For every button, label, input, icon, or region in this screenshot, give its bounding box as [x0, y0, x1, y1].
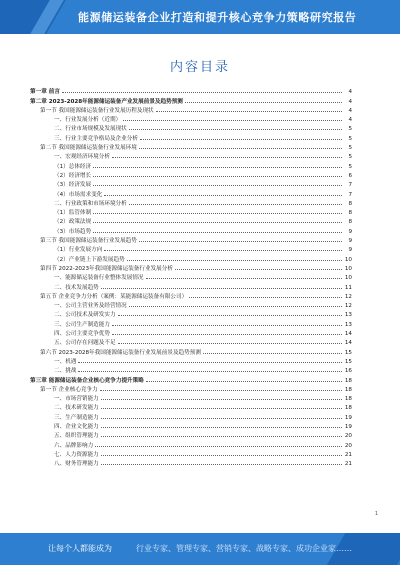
- toc-entry[interactable]: [30, 328, 352, 337]
- toc-leader-dots: [140, 139, 342, 140]
- toc-entry[interactable]: [30, 225, 352, 234]
- toc-entry-label: 一、能源储运装备行业整体发展情况: [54, 275, 144, 282]
- toc-entry-label: 第五节 企业竞争力分析（案例：某能源储运装备有限公司）: [40, 293, 188, 300]
- toc-entry-label: 二、挑战: [54, 368, 77, 375]
- toc-entry-page: 7: [348, 191, 352, 198]
- toc-entry-label: 一、宏观经济环境分析: [54, 154, 110, 161]
- toc-leader-dots: [93, 167, 342, 168]
- toc-entry[interactable]: [30, 449, 352, 458]
- toc-entry[interactable]: [30, 142, 352, 151]
- toc-entry-page: 5: [348, 154, 352, 161]
- footer-roles: 行业专家、管理专家、营销专家、战略专家、成功企业家……: [136, 544, 352, 553]
- toc-entry[interactable]: [30, 309, 352, 318]
- toc-entry-label: 第一节 企业核心竞争力: [40, 386, 98, 393]
- toc-leader-dots: [189, 297, 342, 298]
- toc-entry[interactable]: [30, 170, 352, 179]
- toc-entry[interactable]: [30, 263, 352, 272]
- toc-leader-dots: [78, 362, 342, 363]
- toc-entry-page: 21: [344, 461, 352, 468]
- toc-leader-dots: [101, 464, 342, 465]
- toc-entry-page: 8: [348, 210, 352, 217]
- toc-entry-page: 4: [348, 107, 352, 114]
- toc-entry-page: 5: [348, 126, 352, 133]
- toc-entry[interactable]: [30, 300, 352, 309]
- toc-entry-page: 4: [348, 117, 352, 124]
- footer-slogan: 让每个人都能成为: [48, 544, 112, 553]
- toc-leader-dots: [101, 408, 342, 409]
- toc-entry-page: 16: [344, 368, 352, 375]
- toc-entry[interactable]: [30, 356, 352, 365]
- toc-entry[interactable]: [30, 244, 352, 253]
- toc-entry-label: （4）市场需求变化: [54, 191, 103, 198]
- toc-entry-page: 9: [348, 238, 352, 245]
- toc-entry[interactable]: [30, 318, 352, 327]
- toc-leader-dots: [123, 120, 342, 121]
- toc-entry-label: （2）政策法规: [54, 219, 92, 226]
- toc-entry-page: 21: [344, 451, 352, 458]
- toc-entry[interactable]: [30, 393, 352, 402]
- toc-entry-label: 第三章 能源储运装备企业核心竞争力提升策略: [30, 377, 144, 384]
- toc-entry[interactable]: [30, 207, 352, 216]
- toc-entry-page: 10: [344, 256, 352, 263]
- toc-entry[interactable]: [30, 421, 352, 430]
- toc-leader-dots: [93, 213, 342, 214]
- toc-entry[interactable]: [30, 346, 352, 355]
- toc-entry-label: 三、生产制造能力: [54, 414, 99, 421]
- toc-entry[interactable]: [30, 188, 352, 197]
- toc-entry-label: （3）经济发展: [54, 182, 92, 189]
- toc-entry-page: 8: [348, 200, 352, 207]
- toc-entry-label: 二、公司技术及研发实力: [54, 312, 116, 319]
- toc-entry-page: 5: [348, 163, 352, 170]
- toc-entry-page: 4: [348, 98, 352, 105]
- toc-entry[interactable]: [30, 281, 352, 290]
- toc-entry-page: 4: [348, 89, 352, 96]
- toc-leader-dots: [93, 232, 342, 233]
- toc-entry-page: 18: [344, 386, 352, 393]
- toc-leader-dots: [175, 269, 342, 270]
- toc-entry[interactable]: [30, 179, 352, 188]
- toc-entry-page: 15: [344, 358, 352, 365]
- toc-entry[interactable]: [30, 430, 352, 439]
- toc-entry-page: 14: [344, 340, 352, 347]
- toc-entry[interactable]: [30, 291, 352, 300]
- toc-leader-dots: [129, 306, 342, 307]
- toc-entry-page: 9: [348, 228, 352, 235]
- toc-leader-dots: [101, 399, 342, 400]
- toc-entry-page: 15: [344, 349, 352, 356]
- toc-leader-dots: [93, 176, 342, 177]
- toc-entry-page: 20: [344, 433, 352, 440]
- toc-entry[interactable]: [30, 458, 352, 467]
- toc-entry-page: 8: [348, 219, 352, 226]
- toc-leader-dots: [101, 455, 342, 456]
- toc-leader-dots: [93, 222, 342, 223]
- toc-entry[interactable]: [30, 374, 352, 383]
- toc-entry-label: （2）经济增长: [54, 172, 92, 179]
- toc-entry[interactable]: [30, 402, 352, 411]
- toc-entry-label: 八、财务管理能力: [54, 461, 99, 468]
- toc-entry-page: 9: [348, 247, 352, 254]
- toc-leader-dots: [118, 343, 342, 344]
- toc-entry-label: 第六节 2023-2028年我国能源储运装备行业发展前景及趋势预测: [40, 349, 201, 356]
- toc-entry-label: 五、组织管理能力: [54, 433, 99, 440]
- toc-entry-page: 6: [348, 172, 352, 179]
- toc-entry-page: 19: [344, 423, 352, 430]
- toc-leader-dots: [101, 436, 342, 437]
- toc-leader-dots: [156, 111, 342, 112]
- toc-entry-label: 一、行业发展分析（近期）: [54, 117, 122, 124]
- toc-entry-page: 11: [344, 284, 352, 291]
- toc-entry-label: 二、行业市场规模及发展现状: [54, 126, 127, 133]
- toc-entry[interactable]: [30, 198, 352, 207]
- page-number: 1: [374, 511, 378, 517]
- toc-entry[interactable]: [30, 272, 352, 281]
- toc-entry[interactable]: [30, 86, 352, 95]
- toc-leader-dots: [93, 185, 342, 186]
- toc-leader-dots: [146, 278, 342, 279]
- toc-entry-page: 20: [344, 442, 352, 449]
- toc-entry[interactable]: [30, 216, 352, 225]
- toc-entry-page: 5: [348, 135, 352, 142]
- toc-entry-page: 18: [344, 377, 352, 384]
- toc-leader-dots: [127, 260, 342, 261]
- toc-leader-dots: [78, 371, 342, 372]
- toc-leader-dots: [185, 102, 342, 103]
- toc-leader-dots: [104, 195, 342, 196]
- toc-entry-label: 七、人力资源能力: [54, 451, 99, 458]
- toc-entry-page: 18: [344, 405, 352, 412]
- toc-entry-label: （1）监管体制: [54, 210, 92, 217]
- toc-entry-label: 一、机遇: [54, 358, 77, 365]
- toc-entry-label: （2）产业链上下游发展趋势: [54, 256, 125, 263]
- toc-entry[interactable]: [30, 105, 352, 114]
- toc-entry-label: 一、公司主营业务及经营情况: [54, 303, 127, 310]
- toc-heading: 内容目录: [169, 60, 230, 75]
- toc-leader-dots: [112, 325, 342, 326]
- toc-entry[interactable]: [30, 411, 352, 420]
- report-title: 能源储运装备企业打造和提升核心竞争力策略研究报告: [78, 11, 357, 24]
- toc-entry-page: 12: [344, 303, 352, 310]
- toc-leader-dots: [139, 148, 342, 149]
- toc-entry[interactable]: [30, 160, 352, 169]
- toc-entry[interactable]: [30, 132, 352, 141]
- toc-entry[interactable]: [30, 253, 352, 262]
- toc-leader-dots: [112, 157, 342, 158]
- toc-entry-label: 第二节 我国能源储运装备行业发展环境: [40, 145, 137, 152]
- toc-entry-label: 六、品牌影响力: [54, 442, 94, 449]
- toc-entry-label: 五、公司存在问题及不足: [54, 340, 116, 347]
- toc-entry-page: 12: [344, 293, 352, 300]
- toc-entry[interactable]: [30, 337, 352, 346]
- toc-entry-label: 二、行业政策和市场环境分析: [54, 200, 127, 207]
- toc-entry-label: 第四节 2022-2023年我国能源储运装备行业发展分析: [40, 265, 173, 272]
- toc-entry-label: 第二章 2023-2028年能源储运装备产业发展前景及趋势预测: [30, 98, 183, 105]
- toc-entry-label: 四、公司主要竞争优势: [54, 331, 110, 338]
- toc-entry-label: 第一章 前言: [30, 89, 60, 96]
- toc-entry-label: 第一节 我国能源储运装备行业发展历程及现状: [40, 107, 154, 114]
- toc-entry[interactable]: [30, 123, 352, 132]
- toc-entry-page: 13: [344, 321, 352, 328]
- toc-entry-page: 19: [344, 414, 352, 421]
- toc-entry-page: 13: [344, 312, 352, 319]
- toc-entry-page: 10: [344, 265, 352, 272]
- toc-entry-label: 二、技术研发能力: [54, 405, 99, 412]
- toc-leader-dots: [101, 288, 342, 289]
- toc-entry-page: 18: [344, 396, 352, 403]
- table-of-contents: [30, 86, 352, 467]
- toc-entry-page: 5: [348, 145, 352, 152]
- toc-entry-label: 三、行业主要竞争格局及企业分析: [54, 135, 138, 142]
- toc-entry[interactable]: [30, 235, 352, 244]
- toc-entry-page: 14: [344, 331, 352, 338]
- footer-banner: [0, 533, 400, 565]
- toc-leader-dots: [100, 390, 342, 391]
- toc-leader-dots: [101, 427, 342, 428]
- toc-entry[interactable]: [30, 95, 352, 104]
- toc-entry-label: （1）总体经济: [54, 163, 92, 170]
- toc-entry[interactable]: [30, 114, 352, 123]
- toc-entry-label: 第三节 我国能源储运装备行业发展趋势: [40, 238, 137, 245]
- toc-leader-dots: [62, 92, 342, 93]
- toc-entry[interactable]: [30, 151, 352, 160]
- toc-entry[interactable]: [30, 439, 352, 448]
- toc-entry[interactable]: [30, 384, 352, 393]
- toc-entry-label: 一、市场营销能力: [54, 396, 99, 403]
- toc-leader-dots: [104, 250, 342, 251]
- toc-leader-dots: [146, 381, 342, 382]
- toc-leader-dots: [139, 241, 342, 242]
- toc-entry-label: （1）行业发展方向: [54, 247, 103, 254]
- toc-leader-dots: [129, 204, 342, 205]
- toc-entry-label: （3）市场趋势: [54, 228, 92, 235]
- toc-entry-page: 7: [348, 182, 352, 189]
- toc-entry-label: 四、企业文化能力: [54, 423, 99, 430]
- toc-leader-dots: [118, 315, 342, 316]
- toc-entry-page: 10: [344, 275, 352, 282]
- toc-leader-dots: [112, 334, 342, 335]
- toc-entry-label: 三、公司生产制造能力: [54, 321, 110, 328]
- toc-leader-dots: [95, 446, 342, 447]
- toc-entry-label: 二、技术发展趋势: [54, 284, 99, 291]
- report-header-banner: [0, 0, 400, 34]
- toc-leader-dots: [129, 129, 342, 130]
- toc-leader-dots: [203, 353, 342, 354]
- toc-leader-dots: [101, 418, 342, 419]
- toc-entry[interactable]: [30, 365, 352, 374]
